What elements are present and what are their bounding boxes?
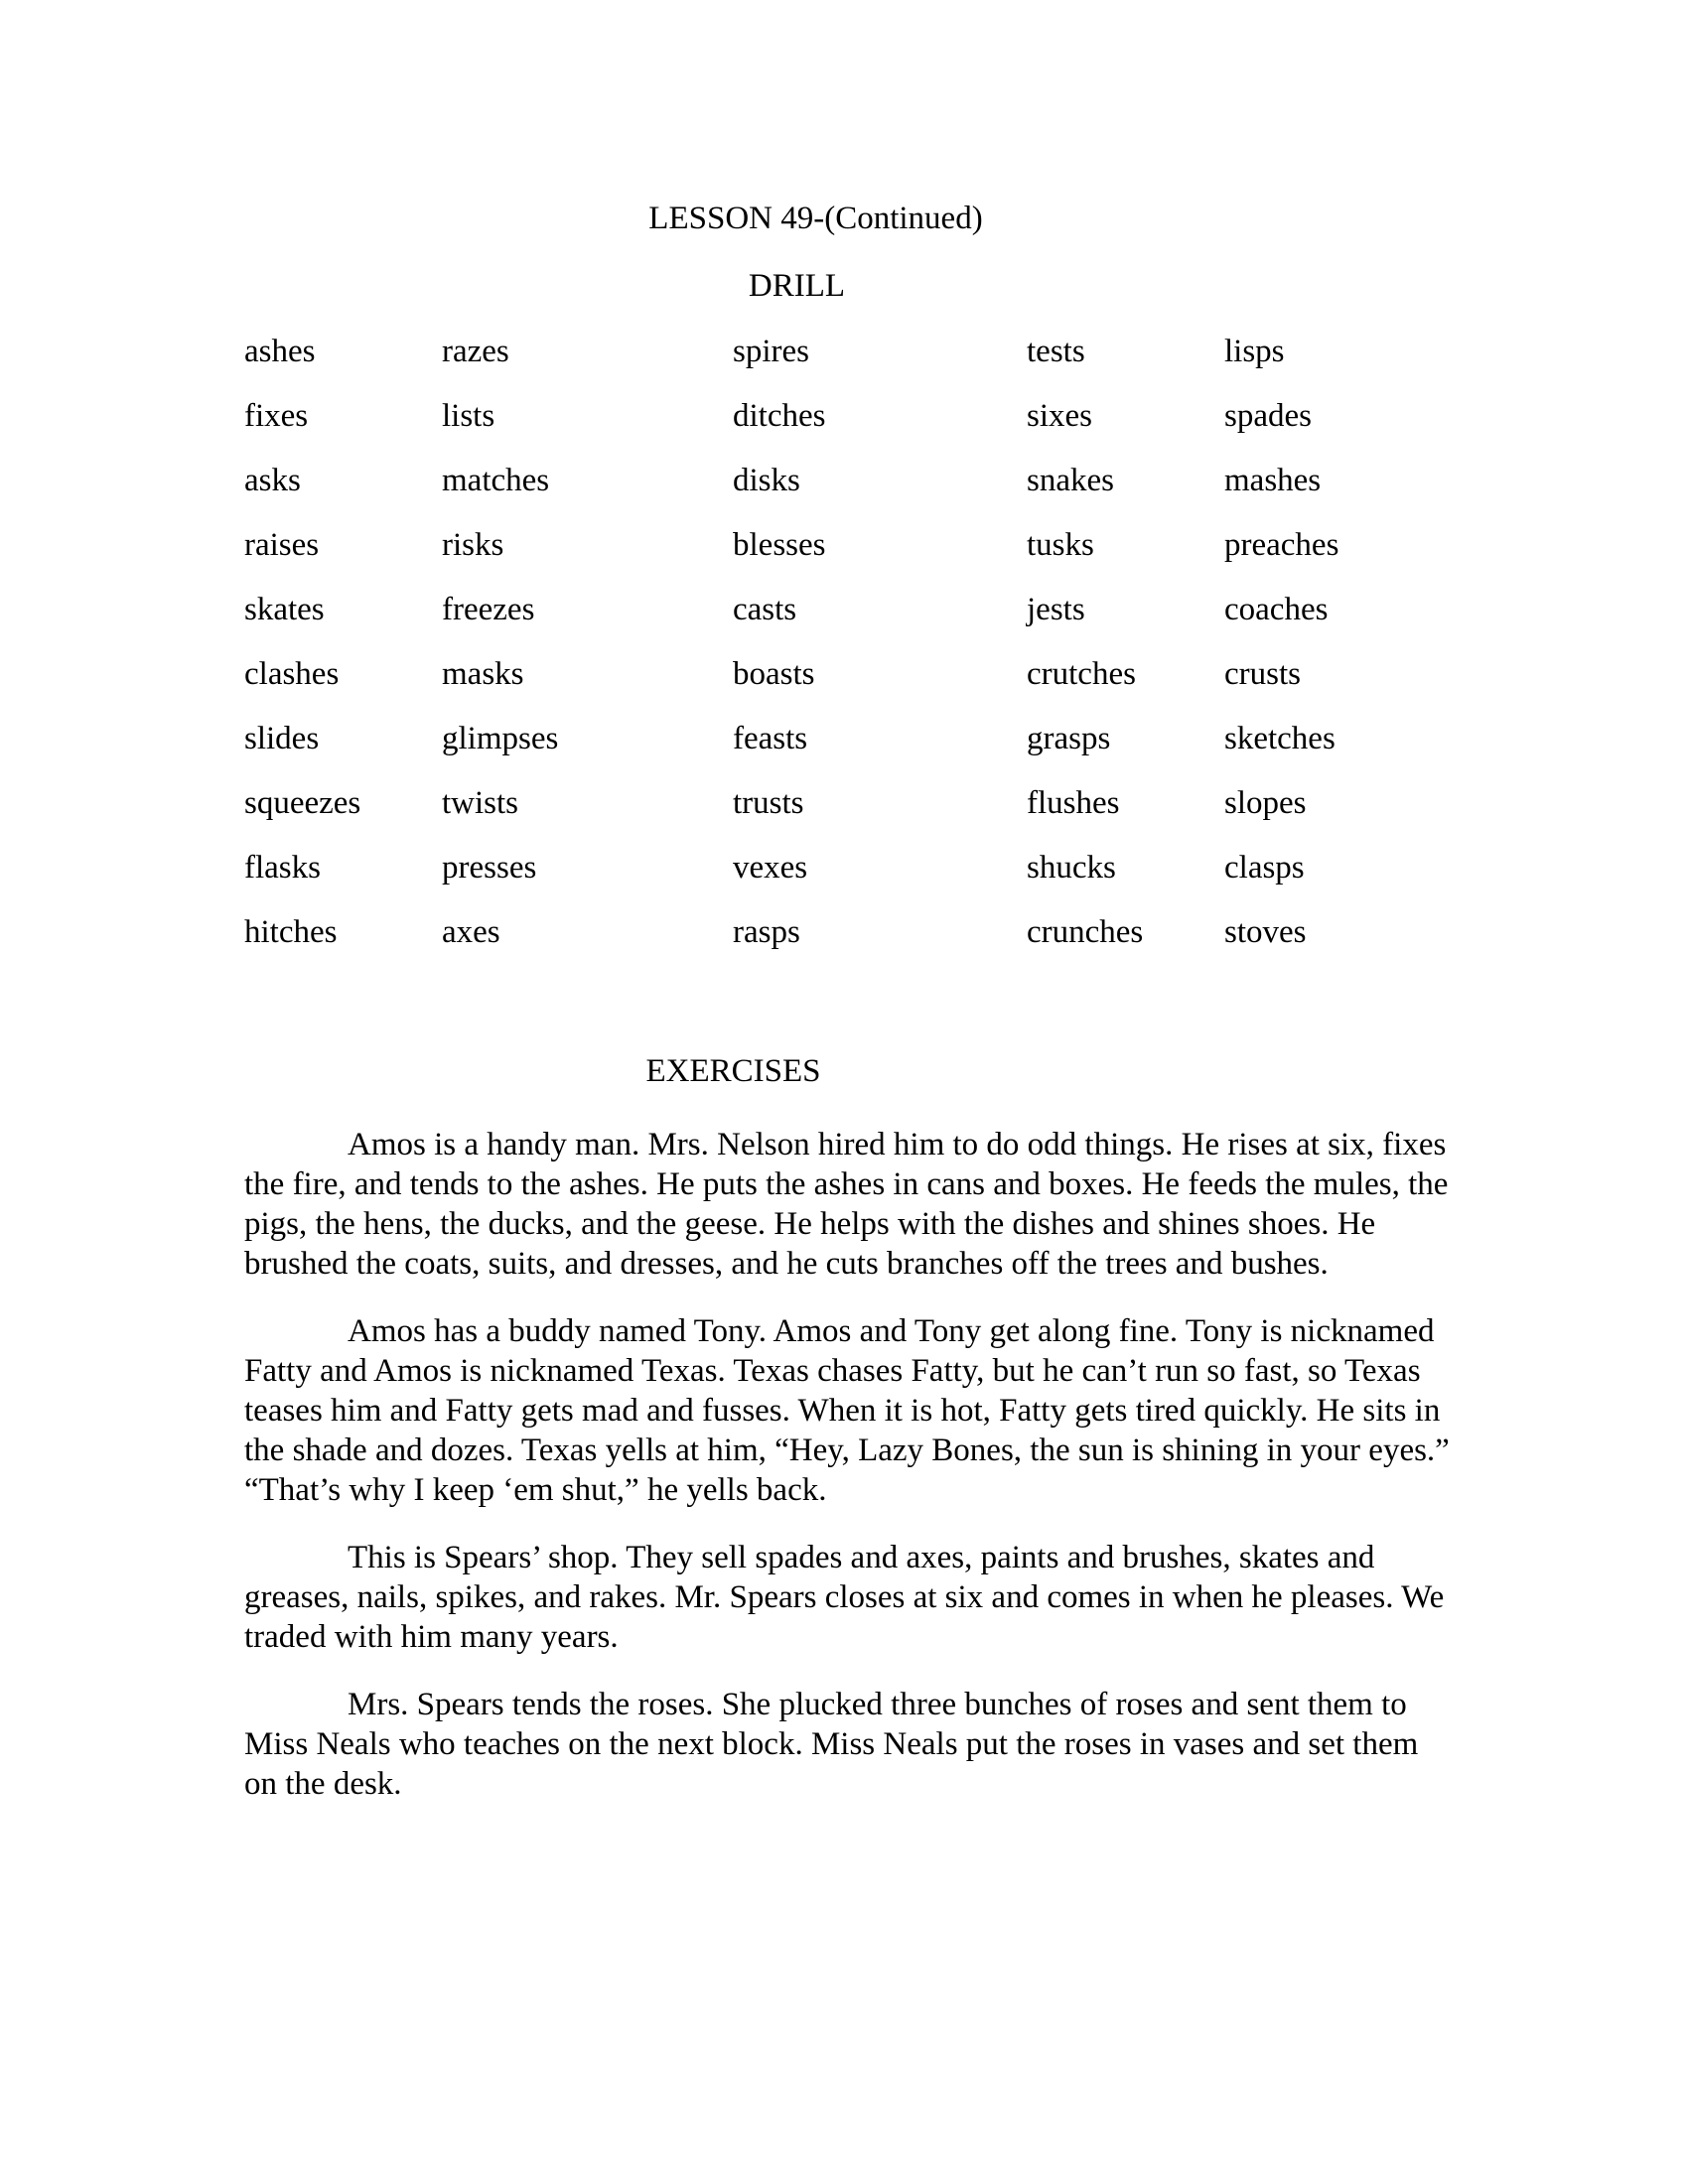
drill-word: spades <box>1224 398 1312 434</box>
drill-word: preaches <box>1224 527 1339 563</box>
document-content <box>244 0 1451 1832</box>
drill-word: crusts <box>1224 656 1301 692</box>
drill-word: grasps <box>1027 721 1111 756</box>
drill-word: vexes <box>733 850 808 886</box>
drill-word: presses <box>442 850 537 886</box>
drill-word: sixes <box>1027 398 1092 434</box>
drill-word: masks <box>442 656 524 692</box>
drill-word: raises <box>244 527 320 563</box>
lesson-title: LESSON 49-(Continued) <box>648 201 983 236</box>
drill-word: fixes <box>244 398 309 434</box>
drill-word: mashes <box>1224 463 1322 498</box>
drill-word: spires <box>733 334 809 369</box>
drill-word: shucks <box>1027 850 1116 886</box>
drill-word: skates <box>244 592 325 627</box>
drill-word: slides <box>244 721 320 756</box>
drill-word: razes <box>442 334 509 369</box>
drill-word: stoves <box>1224 914 1307 950</box>
exercises-heading: EXERCISES <box>645 1053 821 1089</box>
drill-word: risks <box>442 527 504 563</box>
drill-word: slopes <box>1224 785 1307 821</box>
drill-word: lisps <box>1224 334 1285 369</box>
drill-word: feasts <box>733 721 808 756</box>
drill-word: flasks <box>244 850 321 886</box>
drill-word: tusks <box>1027 527 1094 563</box>
drill-word: trusts <box>733 785 804 821</box>
drill-word: clasps <box>1224 850 1305 886</box>
drill-word: disks <box>733 463 800 498</box>
exercise-paragraph: Mrs. Spears tends the roses. She plucked three bunches of roses and sent them to Miss Neals who teaches on the next block. Miss Neals put the roses in vases and set them on the desk. <box>244 1687 1419 1802</box>
drill-word: snakes <box>1027 463 1114 498</box>
drill-word: axes <box>442 914 500 950</box>
drill-word: squeezes <box>244 785 361 821</box>
exercise-paragraph: This is Spears’ shop. They sell spades and axes, paints and brushes, skates and greases, nails, spikes, and rakes. Mr. Spears closes at six and comes in when he pleases. We traded with him many years. <box>244 1540 1445 1655</box>
drill-word: hitches <box>244 914 338 950</box>
drill-word: ashes <box>244 334 316 369</box>
drill-word: rasps <box>733 914 800 950</box>
drill-word: freezes <box>442 592 535 627</box>
drill-word: coaches <box>1224 592 1329 627</box>
drill-word: sketches <box>1224 721 1336 756</box>
exercise-paragraphs <box>244 1125 1451 1804</box>
drill-word: tests <box>1027 334 1085 369</box>
drill-word: blesses <box>733 527 826 563</box>
drill-word: boasts <box>733 656 815 692</box>
drill-word: ditches <box>733 398 826 434</box>
drill-word: crutches <box>1027 656 1136 692</box>
exercise-paragraph: Amos has a buddy named Tony. Amos and Tony get along fine. Tony is nicknamed Fatty and Amos is nicknamed Texas. Texas chases Fatty, but he can’t run so fast, so Texas teases him and Fatty gets mad and fusses. When it is hot, Fatty gets tired quickly. He sits in the shade and dozes. Texas yells at him, “Hey, Lazy Bones, the sun is shining in your eyes.” “That’s why I keep ‘em shut,” he yells back. <box>244 1313 1450 1508</box>
drill-word: jests <box>1027 592 1085 627</box>
drill-word: asks <box>244 463 301 498</box>
drill-word: flushes <box>1027 785 1120 821</box>
drill-heading: DRILL <box>748 268 846 304</box>
drill-word: lists <box>442 398 495 434</box>
drill-word: casts <box>733 592 797 627</box>
drill-table <box>244 332 1451 977</box>
drill-word: crunches <box>1027 914 1144 950</box>
drill-word: matches <box>442 463 550 498</box>
drill-word: clashes <box>244 656 340 692</box>
exercise-paragraph: Amos is a handy man. Mrs. Nelson hired him to do odd things. He rises at six, fixes the fire, and tends to the ashes. He puts the ashes in cans and boxes. He feeds the mules, the pigs, the hens, the ducks, and the geese. He helps with the dishes and shines shoes. He brushed the coats, suits, and dresses, and he cuts branches off the trees and bushes. <box>244 1127 1449 1282</box>
drill-word: twists <box>442 785 519 821</box>
drill-word: glimpses <box>442 721 559 756</box>
